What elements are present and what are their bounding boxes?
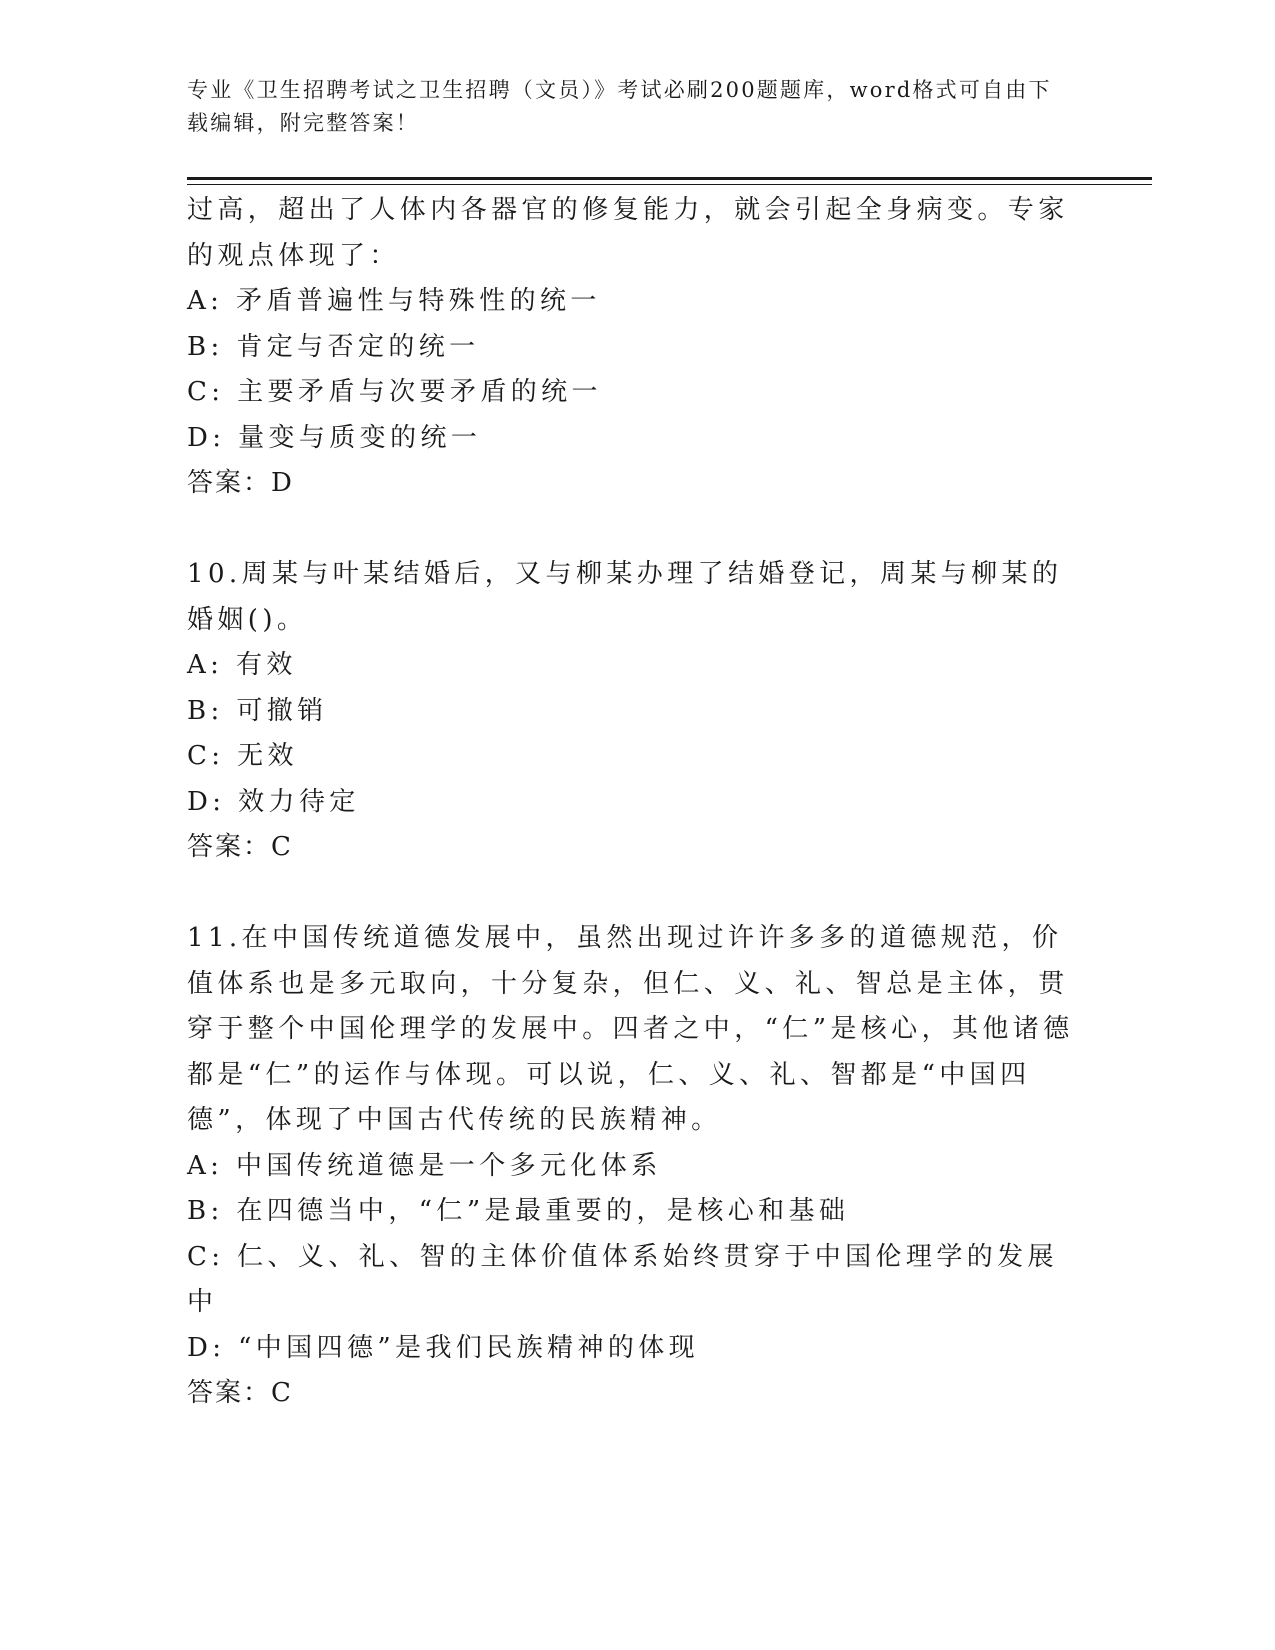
question-content [187, 188, 1087, 1417]
option-d: D: “中国四德”是我们民族精神的体现 [187, 1332, 700, 1363]
question-stem: 过高，超出了人体内各器官的修复能力，就会引起全身病变。专家的观点体现了： [187, 195, 1069, 271]
option-c: C: 主要矛盾与次要矛盾的统一 [187, 377, 602, 407]
option-a: A: 矛盾普遍性与特殊性的统一 [187, 286, 601, 316]
page-header: 专业《卫生招聘考试之卫生招聘（文员）》考试必刷200题题库，word格式可自由下载编辑，附完整答案！ [187, 78, 1052, 135]
option-c: C: 仁、义、礼、智的主体价值体系始终贯穿于中国伦理学的发展中 [187, 1241, 1058, 1317]
question-stem: 10.周某与叶某结婚后，又与柳某办理了结婚登记，周某与柳某的婚姻()。 [187, 559, 1063, 635]
option-a: A: 有效 [187, 650, 297, 680]
option-d: D: 效力待定 [187, 786, 360, 817]
header-divider-thick [187, 177, 1152, 180]
question-stem: 11.在中国传统道德发展中，虽然出现过许许多多的道德规范，价值体系也是多元取向，十分复杂，但仁、义、礼、智总是主体，贯穿于整个中国伦理学的发展中。四者之中，“仁”是核心，其他诸德都是“仁”的运作与体现。可以说，仁、义、礼、智都是“中国四德”，体现了中国古代传统的民族精神。 [187, 923, 1074, 1135]
answer-line: 答案：C [187, 1378, 293, 1408]
option-a: A: 中国传统道德是一个多元化体系 [187, 1150, 662, 1181]
question-block-11 [187, 916, 1087, 1417]
option-b: B: 在四德当中，“仁”是最重要的，是核心和基础 [187, 1196, 850, 1226]
answer-line: 答案：D [187, 468, 294, 498]
answer-line: 答案：C [187, 832, 293, 862]
question-block-10 [187, 552, 1087, 871]
option-d: D: 量变与质变的统一 [187, 422, 482, 453]
option-b: B: 肯定与否定的统一 [187, 331, 480, 362]
option-c: C: 无效 [187, 741, 298, 771]
option-b: B: 可撤销 [187, 695, 328, 726]
header-divider-thin [187, 184, 1152, 185]
question-block-continued [187, 188, 1087, 507]
